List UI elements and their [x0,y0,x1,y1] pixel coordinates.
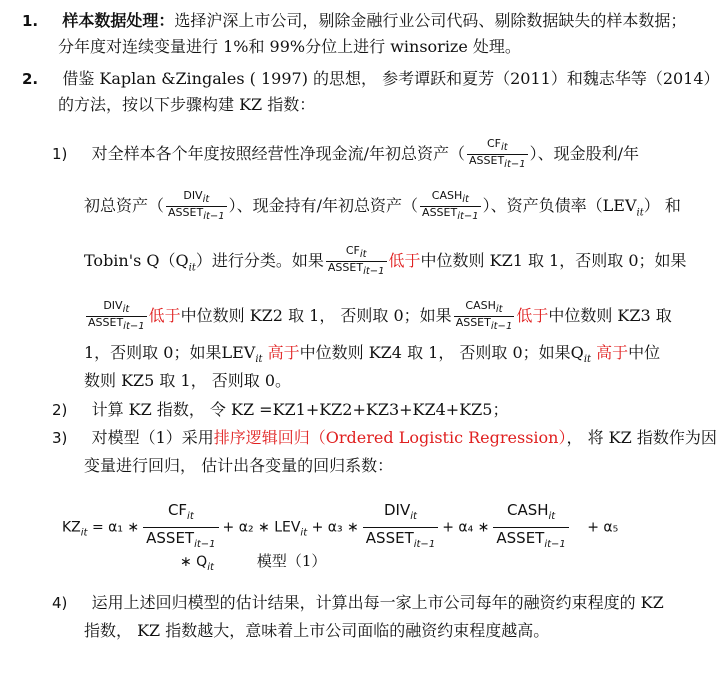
high-text-1: 高于 [267,343,300,362]
step4-number: 4) [52,594,68,612]
step1-line4: $\frac{DIV_{it}}{ASSET_{it-1}}$ 低于中位数则 KZ2 取 1， 否则取 0；如果 $\frac{CASH_{it}}{ASSET_{it-1}}$ 低于中位数则 KZ3 取 [88,299,672,333]
high-text-2: 高于 [596,343,629,362]
equation-line2: ∗ $Q_{it}$ 模型（1） [180,552,327,573]
step4-line2: 指数， KZ 指数越大，意味着上市公司面临的融资约束程度越高。 [84,621,550,640]
step2-number: 2) [52,401,68,419]
step1-line3: Tobin's $Q(Q_{it})$进行分类。如果 $\frac{CF_{it}}{ASSET_{it-1}}$ 低于中位数则 KZ1 取 1，否则取 0；如果 [84,244,687,278]
step1-line1-text-b: ）、现金股利/年 [529,144,640,164]
step1-line1 [52,138,639,171]
step1-number: 1) [52,145,68,164]
eq-fraction-div: $DIV_{it}$ $ASSET_{it-1}$ [363,500,438,555]
step1-line5: 1，否则取 0；如果$LEV_{it}$ 高于中位数则 KZ4 取 1， 否则取 0；如果$Q_{it}$ 高于中位 [84,343,661,366]
step1-line1-text: 对全样本各个年度按照经营性净现金流/年初总资产（ [91,144,465,164]
fraction-cash-asset-2: $\frac{CASH_{it}}{ASSET_{it-1}}$ [455,299,513,333]
step3-line1: 3) 对模型（1）采用排序逻辑回归（Ordered Logistic Regression）， 将 KZ 指数作为因 [52,428,717,447]
item2-line2: 的方法，按以下步骤构建 KZ 指数： [58,95,316,114]
step1-line6: 数则 KZ5 取 1， 否则取 0。 [84,371,292,390]
item2-number: 2. [22,70,39,88]
fraction-div-asset-2: $\frac{DIV_{it}}{ASSET_{it-1}}$ [88,299,145,333]
item1-line2: 分年度对连续变量进行 1%和 99%分位上进行 winsorize 处理。 [58,37,521,56]
step3-line2: 变量进行回归， 估计出各变量的回归系数： [84,456,394,475]
eq-fraction-cash: $CASH_{it}$ $ASSET_{it-1}$ [493,500,568,555]
fraction-cf-asset: $\frac{CF_{it}}{ASSET_{it-1}}$ [469,137,526,171]
low-text-2: 低于 [148,306,181,326]
item2-text-a: 借鉴 Kaplan &Zingales ( 1997) 的思想， 参考谭跃和夏芳（2011）和魏志华等（2014） [62,69,720,88]
low-text-1: 低于 [388,251,421,271]
fraction-div-asset: $\frac{DIV_{it}}{ASSET_{it-1}}$ [168,189,225,223]
eq-fraction-cf: $CF_{it}$ $ASSET_{it-1}$ [143,500,218,555]
item1-bold-label: 样本数据处理： [62,11,175,30]
item1-text-a: 选择沪深上市公司，剔除金融行业公司代码、剔除数据缺失的样本数据； [174,11,687,30]
model-label: 模型（1） [256,552,327,570]
item1-number: 1. [22,12,39,30]
low-text-3: 低于 [516,306,549,326]
step1-line2: 初总资产（ $\frac{DIV_{it}}{ASSET_{it-1}}$ ）、现金持有/年初总资产（ $\frac{CASH_{it}}{ASSET_{it-1}}$ ）、资产负债率$(LEV_{it})$ 和 [84,189,681,223]
fraction-cash-asset: $\frac{CASH_{it}}{ASSET_{it-1}}$ [422,189,479,223]
item2-line1 [22,68,720,90]
step2-line: 2) 计算 KZ 指数， 令 KZ =KZ1+KZ2+KZ3+KZ4+KZ5； [52,400,509,419]
step4-line1: 4) 运用上述回归模型的估计结果，计算出每一家上市公司每年的融资约束程度的 KZ [52,593,664,612]
fraction-cf-asset-2: $\frac{CF_{it}}{ASSET_{it-1}}$ [327,244,385,278]
step3-number: 3) [52,429,68,447]
ordered-logistic-regression: 排序逻辑回归（Ordered Logistic Regression） [213,428,567,447]
equation-line1: $KZ_{it} = \alpha_1$ ∗ $CF_{it}$ $ASSET_{it-1}$ + α₂ ∗ $LEV_{it} + \alpha_3$ ∗ $DIV_{it}$ $ASSET_{it-1}$ + α₄ ∗ $CASH_{it}$ $ASSET_{it-1}$ + α₅ [62,500,618,555]
item1-line1 [22,10,686,32]
